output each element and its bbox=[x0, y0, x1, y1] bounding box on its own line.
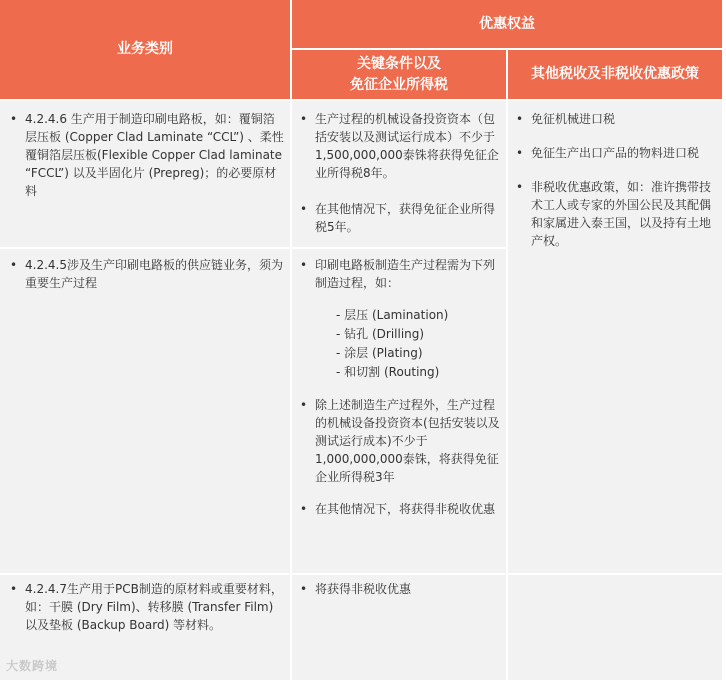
process-list bbox=[298, 306, 502, 382]
row-divider bbox=[0, 247, 506, 249]
header-key-conditions bbox=[292, 50, 506, 99]
condition-text: 除上述制造生产过程外，生产过程的机械设备投资资本(包括安装以及测试运行成本)不少于1,000,000,000泰铢，将获得免征企业所得税3年 bbox=[315, 398, 500, 484]
row-1-category bbox=[8, 110, 284, 200]
condition-text: 在其他情况下，将获得非税收优惠 bbox=[315, 502, 496, 516]
category-text: 4.2.4.7生产用于PCB制造的原材料或重要材料，如：干膜 (Dry Film)、转移膜 (Transfer Film) 以及垫板 (Backup Board) 等材料。 bbox=[25, 582, 283, 632]
list-item: • 印刷电路板制造生产过程需为下列制造过程，如： bbox=[300, 258, 496, 290]
policy-text: 免征生产出口产品的物料进口税 bbox=[531, 146, 700, 160]
watermark bbox=[6, 657, 58, 674]
row-divider bbox=[0, 573, 722, 575]
category-text: 4.2.4.6 生产用于制造印刷电路板，如：覆铜箔层压板 (Copper Clad Laminate “CCL”) 、柔性覆铜箔层压板(Flexible Copper Clad laminate “FCCL”) 以及半固化片 (Prepreg)；的必要原材料 bbox=[25, 112, 284, 198]
list-item: • 4.2.4.7生产用于PCB制造的原材料或重要材料，如：干膜 (Dry Film)、转移膜 (Transfer Film) 以及垫板 (Backup Board) 等材料。 bbox=[10, 582, 283, 632]
row-3-category bbox=[8, 580, 284, 634]
list-item: • 将获得非税收优惠 bbox=[300, 582, 412, 596]
process-item: - 和切割 (Routing) bbox=[336, 365, 440, 379]
row-1-conditions bbox=[298, 110, 502, 236]
row-3-conditions bbox=[298, 580, 502, 598]
header-benefits bbox=[292, 0, 722, 48]
header-other-policies bbox=[508, 50, 722, 99]
header-category-label: 业务类别 bbox=[117, 41, 173, 57]
header-category bbox=[0, 0, 290, 99]
list-item: • 在其他情况下，获得免征企业所得税5年。 bbox=[300, 202, 496, 234]
other-policies-list bbox=[514, 110, 718, 250]
row-2-conditions bbox=[298, 256, 502, 518]
header-key-conditions-label: 关键条件以及 免征企业所得税 bbox=[350, 55, 448, 93]
header-benefits-label: 优惠权益 bbox=[479, 15, 535, 32]
list-item: • 在其他情况下，将获得非税收优惠 bbox=[300, 502, 496, 516]
list-item: • 非税收优惠政策，如：准许携带技术工人或专家的外国公民及其配偶和家属进入泰王国，以及持有土地产权。 bbox=[516, 180, 712, 248]
condition-text: 在其他情况下，获得免征企业所得税5年。 bbox=[315, 202, 496, 234]
list-item: • 生产过程的机械设备投资资本（包括安装以及测试运行成本）不少于1,500,000,000泰铢将获得免征企业所得税8年。 bbox=[300, 112, 499, 180]
condition-text: 生产过程的机械设备投资资本（包括安装以及测试运行成本）不少于1,500,000,000泰铢将获得免征企业所得税8年。 bbox=[315, 112, 499, 180]
header-other-policies-label: 其他税收及非税收优惠政策 bbox=[531, 66, 699, 82]
policy-text: 免征机械进口税 bbox=[531, 112, 616, 126]
policy-text: 非税收优惠政策，如：准许携带技术工人或专家的外国公民及其配偶和家属进入泰王国，以及持有土地产权。 bbox=[531, 180, 712, 248]
list-item: • 免征机械进口税 bbox=[516, 112, 616, 126]
list-item: • 免征生产出口产品的物料进口税 bbox=[516, 146, 700, 160]
process-item: - 钻孔 (Drilling) bbox=[336, 327, 425, 341]
watermark-text: 大数跨境 bbox=[6, 659, 59, 673]
list-item: • 4.2.4.6 生产用于制造印刷电路板，如：覆铜箔层压板 (Copper Clad Laminate “CCL”) 、柔性覆铜箔层压板(Flexible Copper Clad laminate “FCCL”) 以及半固化片 (Prepreg)；的必要原材料 bbox=[10, 112, 284, 198]
list-item: • 除上述制造生产过程外，生产过程的机械设备投资资本(包括安装以及测试运行成本)不少于1,000,000,000泰铢，将获得免征企业所得税3年 bbox=[300, 398, 500, 484]
list-item: • 4.2.4.5涉及生产印刷电路板的供应链业务，须为重要生产过程 bbox=[10, 258, 283, 290]
row-2-category bbox=[8, 256, 284, 292]
process-item: - 涂层 (Plating) bbox=[336, 346, 423, 360]
process-item: - 层压 (Lamination) bbox=[336, 308, 449, 322]
condition-text: 将获得非税收优惠 bbox=[315, 582, 412, 596]
condition-intro: 印刷电路板制造生产过程需为下列制造过程，如： bbox=[315, 258, 496, 290]
category-text: 4.2.4.5涉及生产印刷电路板的供应链业务，须为重要生产过程 bbox=[25, 258, 283, 290]
